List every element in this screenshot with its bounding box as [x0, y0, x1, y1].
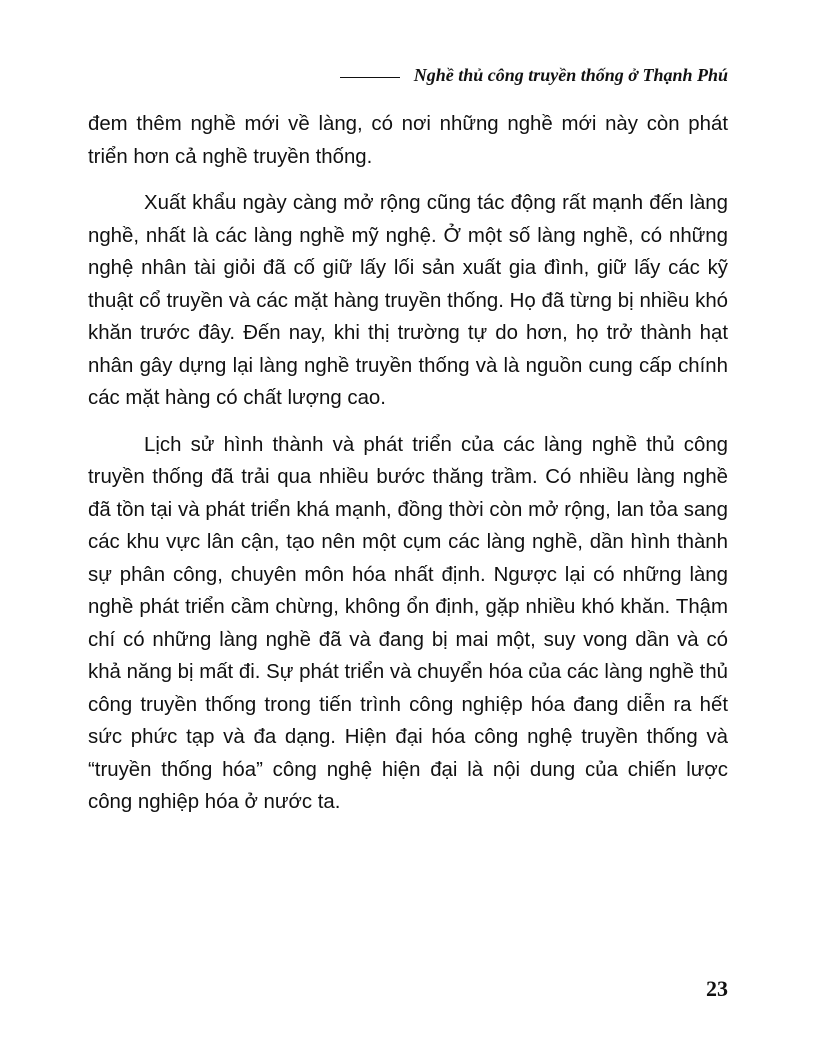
- paragraph-export: Xuất khẩu ngày càng mở rộng cũng tác động rất mạnh đến làng nghề, nhất là các làng nghề mỹ nghệ. Ở một số làng nghề, có những nghệ nhân tài giỏi đã cố giữ lấy lối sản xuất gia đình, giữ lấy các kỹ thuật cổ truyền và các mặt hàng truyền thống. Họ đã từng bị nhiều khó khăn trước đây. Đến nay, khi thị trường tự do hơn, họ trở thành hạt nhân gây dựng lại làng nghề truyền thống và là nguồn cung cấp chính các mặt hàng có chất lượng cao.: [88, 192, 728, 409]
- running-header: [270, 58, 728, 86]
- header-rule: [340, 77, 400, 78]
- page-number: 23: [706, 976, 728, 1001]
- header-title: Nghề thủ công truyền thống ở Thạnh Phú: [413, 65, 728, 85]
- paragraph-history: Lịch sử hình thành và phát triển của các làng nghề thủ công truyền thống đã trải qua nhiều bước thăng trầm. Có nhiều làng nghề đã tồn tại và phát triển khá mạnh, đồng thời còn mở rộng, lan tỏa sang các khu vực lân cận, tạo nên một cụm các làng nghề, dần hình thành sự phân công, chuyên môn hóa nhất định. Ngược lại có những làng nghề phát triển cầm chừng, không ổn định, gặp nhiều khó khăn. Thậm chí có những làng nghề đã và đang bị mai một, suy vong dần và có khả năng bị mất đi. Sự phát triển và chuyển hóa của các làng nghề thủ công truyền thống trong tiến trình công nghiệp hóa đang diễn ra hết sức phức tạp và đa dạng. Hiện đại hóa công nghệ truyền thống và “truyền thống hóa” công nghệ hiện đại là nội dung của chiến lược công nghiệp hóa ở nước ta.: [88, 433, 728, 813]
- body-text: [88, 108, 728, 833]
- paragraph-continuation: đem thêm nghề mới về làng, có nơi những nghề mới này còn phát triển hơn cả nghề truyền thống.: [88, 113, 728, 168]
